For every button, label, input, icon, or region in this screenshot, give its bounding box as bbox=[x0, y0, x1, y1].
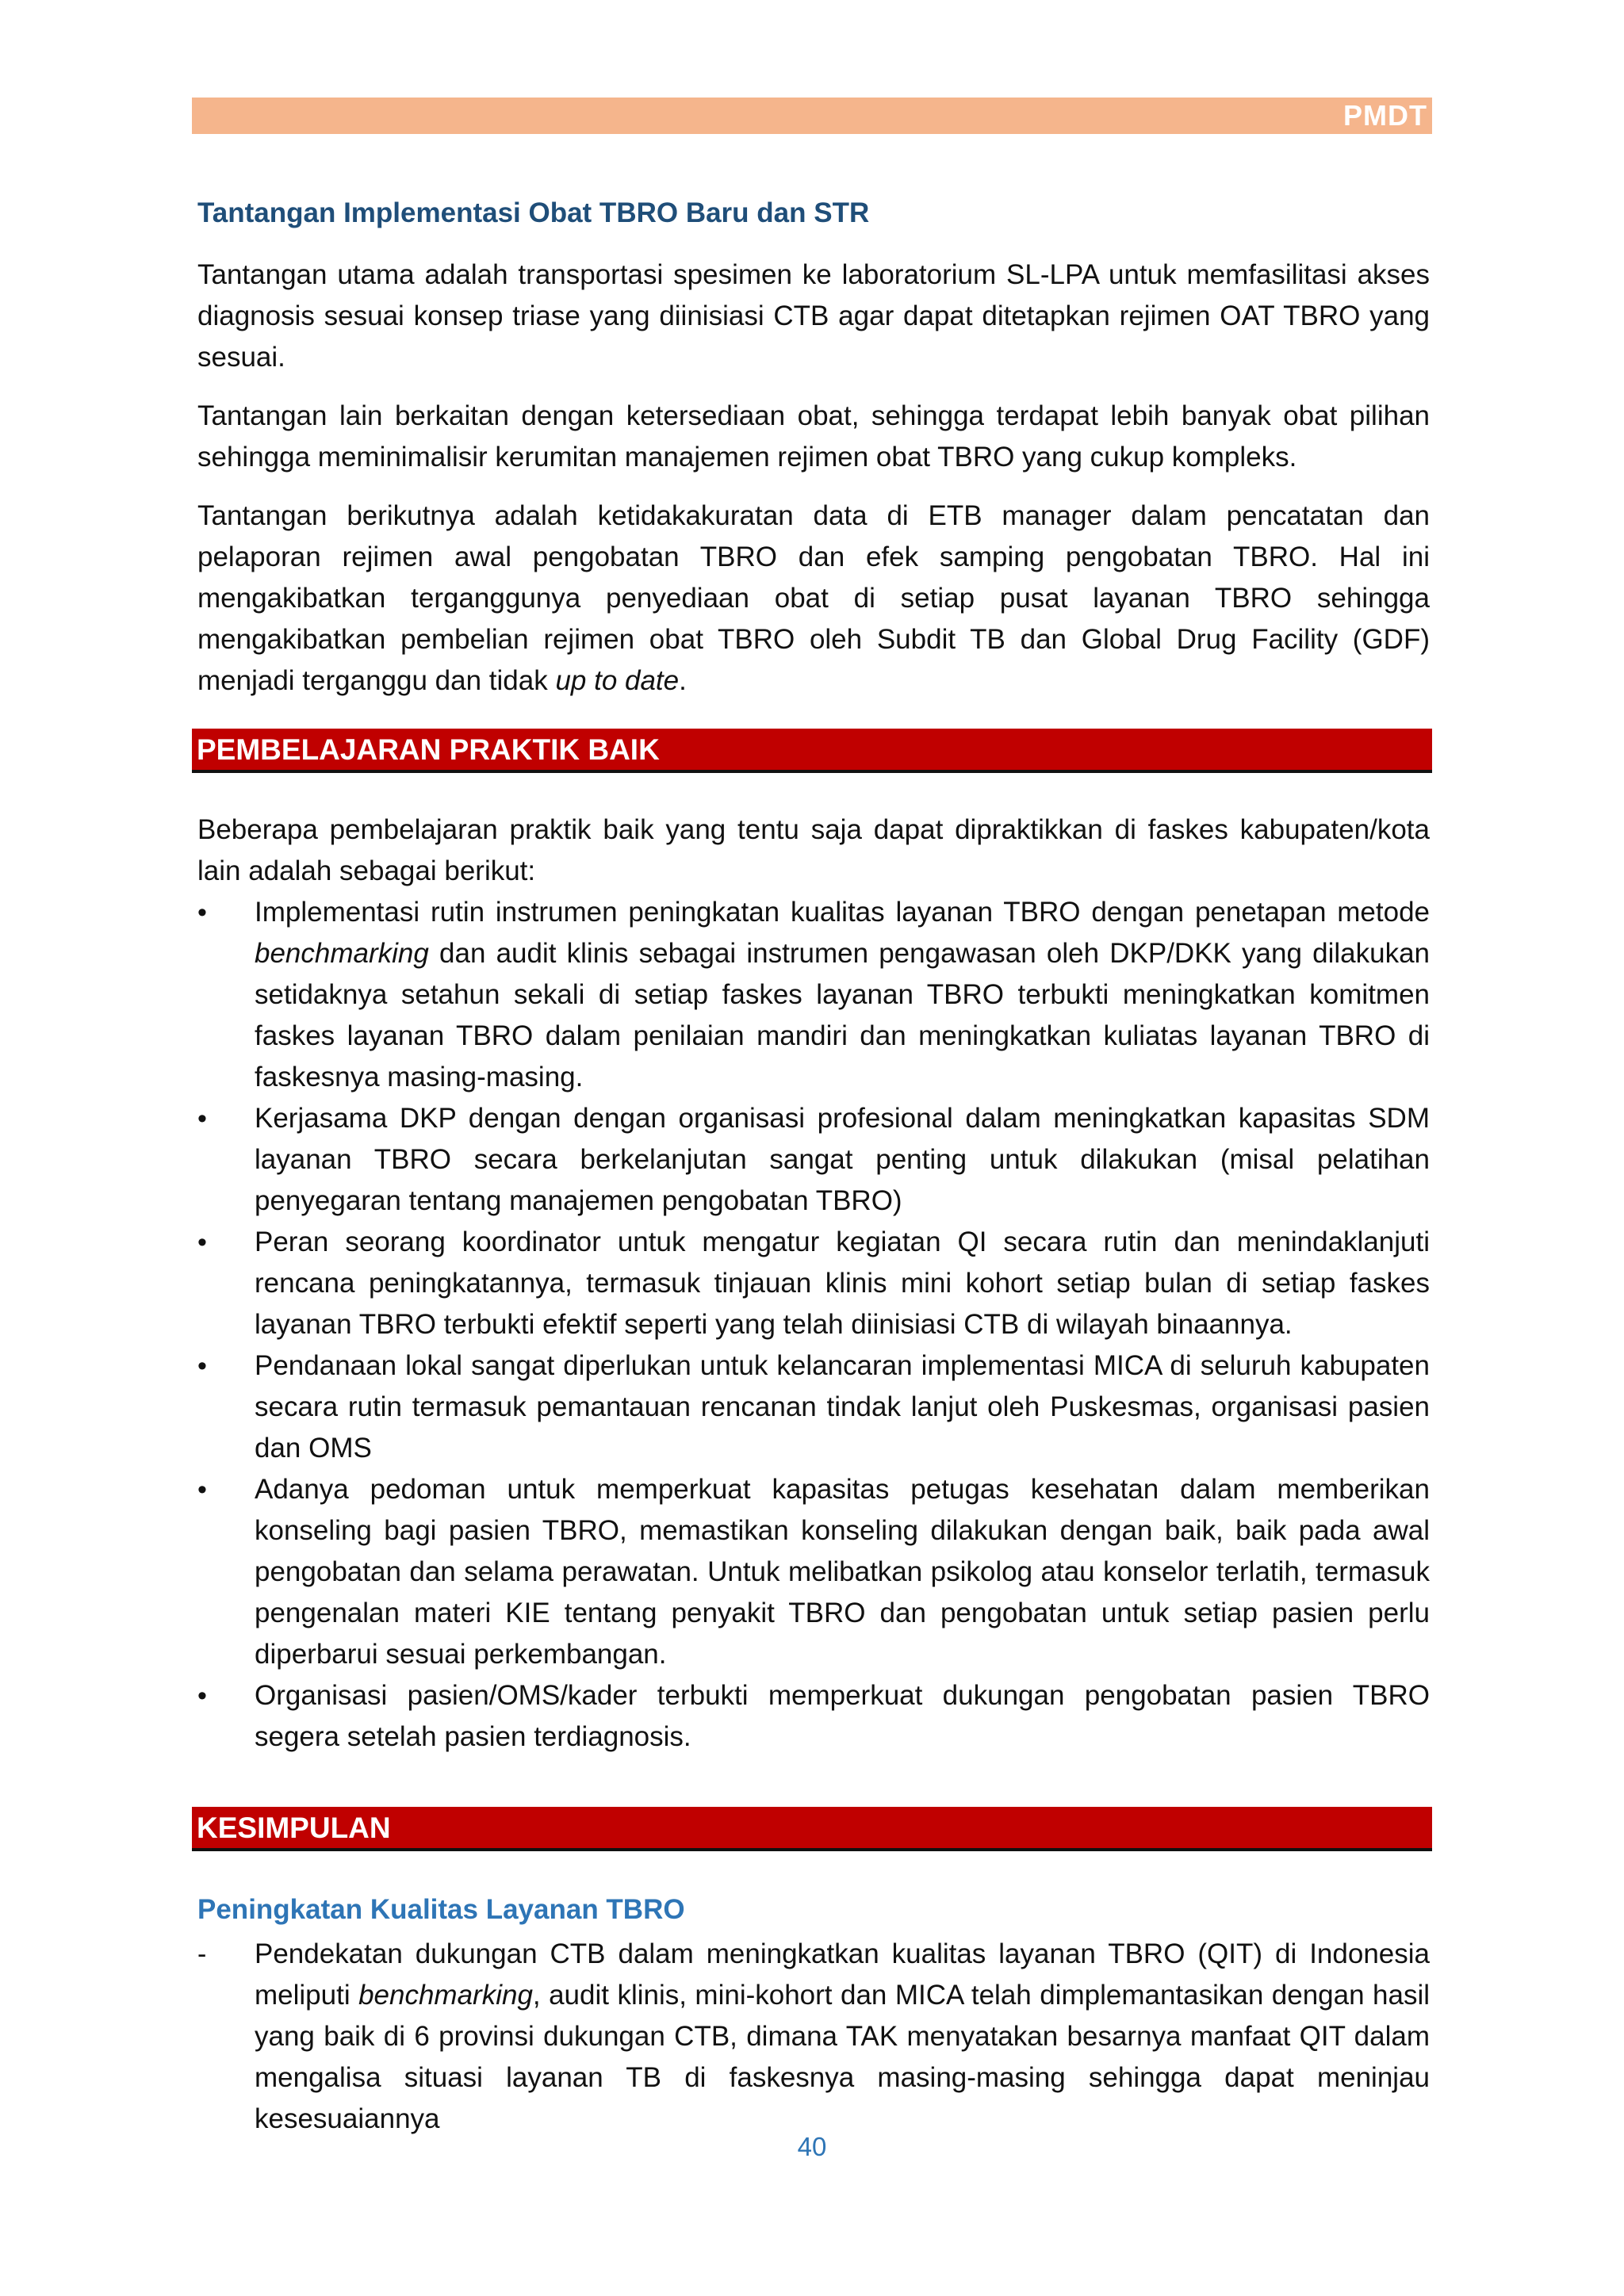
challenges-paragraph-3 bbox=[197, 496, 1430, 702]
header-bar bbox=[192, 98, 1432, 134]
list-item-text: dan audit klinis sebagai instrumen pengawasan oleh DKP/DKK yang dilakukan setidaknya setahun sekali di setiap faskes layanan TBRO terbukti meningkatkan komitmen faskes layanan TBRO dalam penilaian mandiri dan meningkatkan kuliatas layanan TBRO di faskesnya masing-masing. bbox=[255, 938, 1430, 1093]
bullet-marker: • bbox=[197, 1475, 207, 1505]
list-item bbox=[197, 1675, 1430, 1758]
bullet-marker: • bbox=[197, 1104, 207, 1134]
list-item bbox=[197, 1345, 1430, 1469]
list-item-text: Peran seorang koordinator untuk mengatur kegiatan QI secara rutin dan menindaklanjuti rencana peningkatannya, termasuk tinjauan klinis mini kohort setiap bulan di setiap faskes layanan TBRO terbukti efektif seperti yang telah diinisiasi CTB di wilayah binaannya. bbox=[255, 1226, 1430, 1340]
bullet-marker: • bbox=[197, 897, 207, 928]
list-item-italic: benchmarking bbox=[358, 1980, 533, 2011]
best-practice-title: PEMBELAJARAN PRAKTIK BAIK bbox=[197, 733, 660, 766]
list-item-text: Organisasi pasien/OMS/kader terbukti memperkuat dukungan pengobatan pasien TBRO segera setelah pasien terdiagnosis. bbox=[255, 1680, 1430, 1752]
list-item-text: , audit klinis, mini-kohort dan MICA telah dimplemantasikan dengan hasil yang baik di 6 provinsi dukungan CTB, dimana TAK menyatakan besarnya manfaat QIT dalam mengalisa situasi layanan TB di faskesnya masing-masing sehingga dapat meninjau kesesuaiannya bbox=[255, 1980, 1430, 2134]
challenges-p3-end: . bbox=[679, 665, 687, 696]
conclusion-title: KESIMPULAN bbox=[197, 1812, 391, 1844]
bullet-marker: • bbox=[197, 1227, 207, 1257]
challenges-paragraph-2: Tantangan lain berkaitan dengan ketersediaan obat, sehingga terdapat lebih banyak obat pilihan sehingga meminimalisir kerumitan manajemen rejimen obat TBRO yang cukup kompleks. bbox=[197, 400, 1430, 473]
list-item bbox=[197, 1934, 1430, 2140]
page-number: 40 bbox=[797, 2132, 827, 2161]
list-item-text: Pendanaan lokal sangat diperlukan untuk kelancaran implementasi MICA di seluruh kabupaten secara rutin termasuk pemantauan rencanan tindak lanjut oleh Puskesmas, organisasi pasien dan OMS bbox=[255, 1350, 1430, 1464]
challenges-p3-italic: up to date bbox=[555, 665, 680, 696]
challenges-heading: Tantangan Implementasi Obat TBRO Baru dan STR bbox=[197, 197, 870, 228]
page-content bbox=[197, 194, 1430, 2140]
best-practice-intro: Beberapa pembelajaran praktik baik yang tentu saja dapat dipraktikkan di faskes kabupaten/kota lain adalah sebagai berikut: bbox=[197, 814, 1430, 886]
best-practice-list bbox=[197, 892, 1430, 1758]
list-item-text: Pendekatan dukungan CTB dalam meningkatkan kualitas layanan TBRO (QIT) di Indonesia meliputi bbox=[255, 1938, 1430, 2011]
conclusion-list bbox=[197, 1934, 1430, 2140]
challenges-paragraph-1: Tantangan utama adalah transportasi spesimen ke laboratorium SL-LPA untuk memfasilitasi akses diagnosis sesuai konsep triase yang diinisiasi CTB agar dapat ditetapkan rejimen OAT TBRO yang sesuai. bbox=[197, 259, 1430, 373]
challenges-p3-text: Tantangan berikutnya adalah ketidakakuratan data di ETB manager dalam pencatatan dan pelaporan rejimen awal pengobatan TBRO dan efek samping pengobatan TBRO. Hal ini mengakibatkan terganggunya penyediaan obat di setiap pusat layanan TBRO sehingga mengakibatkan pembelian rejimen obat TBRO oleh Subdit TB dan Global Drug Facility (GDF) menjadi terganggu dan tidak bbox=[197, 500, 1430, 696]
conclusion-section-bar bbox=[192, 1807, 1432, 1851]
list-item-italic: benchmarking bbox=[255, 938, 429, 969]
list-item-text: Adanya pedoman untuk memperkuat kapasitas petugas kesehatan dalam memberikan konseling bagi pasien TBRO, memastikan konseling dilakukan dengan baik, baik pada awal pengobatan dan selama perawatan. Untuk melibatkan psikolog atau konselor terlatih, termasuk pengenalan materi KIE tentang penyakit TBRO dan pengobatan untuk setiap pasien perlu diperbarui sesuai perkembangan. bbox=[255, 1474, 1430, 1670]
bullet-marker: • bbox=[197, 1351, 207, 1381]
list-item-text: Implementasi rutin instrumen peningkatan kualitas layanan TBRO dengan penetapan metode bbox=[255, 897, 1430, 928]
header-label: PMDT bbox=[1343, 99, 1427, 132]
dash-marker: - bbox=[197, 1939, 207, 1969]
bullet-marker: • bbox=[197, 1681, 207, 1711]
list-item-text: Kerjasama DKP dengan dengan organisasi profesional dalam meningkatkan kapasitas SDM layanan TBRO secara berkelanjutan sangat penting untuk dilakukan (misal pelatihan penyegaran tentang manajemen pengobatan TBRO) bbox=[255, 1103, 1430, 1216]
list-item bbox=[197, 1222, 1430, 1345]
list-item bbox=[197, 1098, 1430, 1222]
best-practice-section-bar bbox=[192, 729, 1432, 773]
list-item bbox=[197, 1469, 1430, 1675]
list-item bbox=[197, 892, 1430, 1098]
conclusion-sub-heading: Peningkatan Kualitas Layanan TBRO bbox=[197, 1894, 685, 1925]
